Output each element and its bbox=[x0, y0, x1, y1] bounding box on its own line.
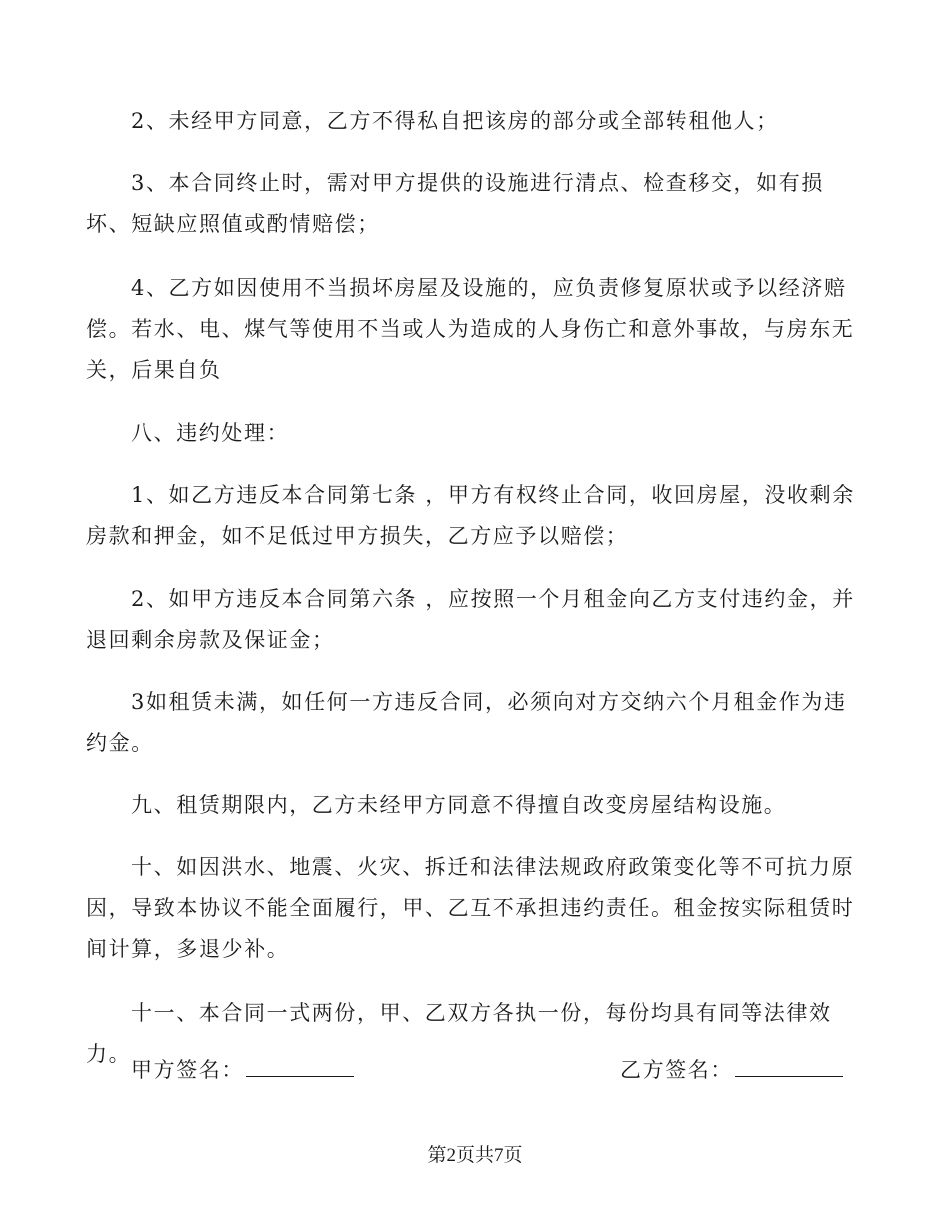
clause-7-4: 4、乙方如因使用不当损坏房屋及设施的，应负责修复原状或予以经济赔偿。若水、电、煤气等使用不当或人为造成的人身伤亡和意外事故，与房东无关，后果自负 bbox=[86, 276, 855, 382]
clause-8-1: 1、如乙方违反本合同第七条 ，甲方有权终止合同，收回房屋，没收剩余房款和押金，如不足低过甲方损失，乙方应予以赔偿； bbox=[86, 483, 855, 548]
party-a-signature-line bbox=[246, 1050, 354, 1077]
clause-8-2: 2、如甲方违反本合同第六条 ，应按照一个月租金向乙方支付违约金，并退回剩余房款及保证金； bbox=[86, 587, 855, 652]
section-8-heading: 八、违约处理： bbox=[131, 421, 290, 445]
page-footer bbox=[0, 1142, 950, 1170]
section-11: 十一、本合同一式两份，甲、乙双方各执一份，每份均具有同等法律效力。 bbox=[86, 1001, 832, 1066]
section-9: 九、租赁期限内，乙方未经甲方同意不得擅自改变房屋结构设施。 bbox=[131, 793, 787, 817]
party-a-signature bbox=[131, 1050, 354, 1091]
section-10: 十、如因洪水、地震、火灾、拆迁和法律法规政府政策变化等不可抗力原因，导致本协议不能全面履行，甲、乙互不承担违约责任。租金按实际租赁时间计算，多退少补。 bbox=[86, 855, 855, 961]
clause-7-2: 2、未经甲方同意，乙方不得私自把该房的部分或全部转租他人； bbox=[131, 109, 779, 133]
clause-8-3: 3如租赁未满，如任何一方违反合同，必须向对方交纳六个月租金作为违约金。 bbox=[86, 690, 847, 755]
party-a-signature-label: 甲方签名： bbox=[131, 1058, 244, 1082]
clause-7-3: 3、本合同终止时，需对甲方提供的设施进行清点、检查移交，如有损坏、短缺应照值或酌情赔偿； bbox=[86, 171, 824, 236]
party-b-signature-line bbox=[735, 1050, 843, 1077]
page-indicator: 第2页共7页 bbox=[427, 1145, 523, 1166]
party-b-signature bbox=[620, 1050, 843, 1091]
signature-row bbox=[0, 1050, 950, 1091]
party-b-signature-label: 乙方签名： bbox=[620, 1058, 733, 1082]
